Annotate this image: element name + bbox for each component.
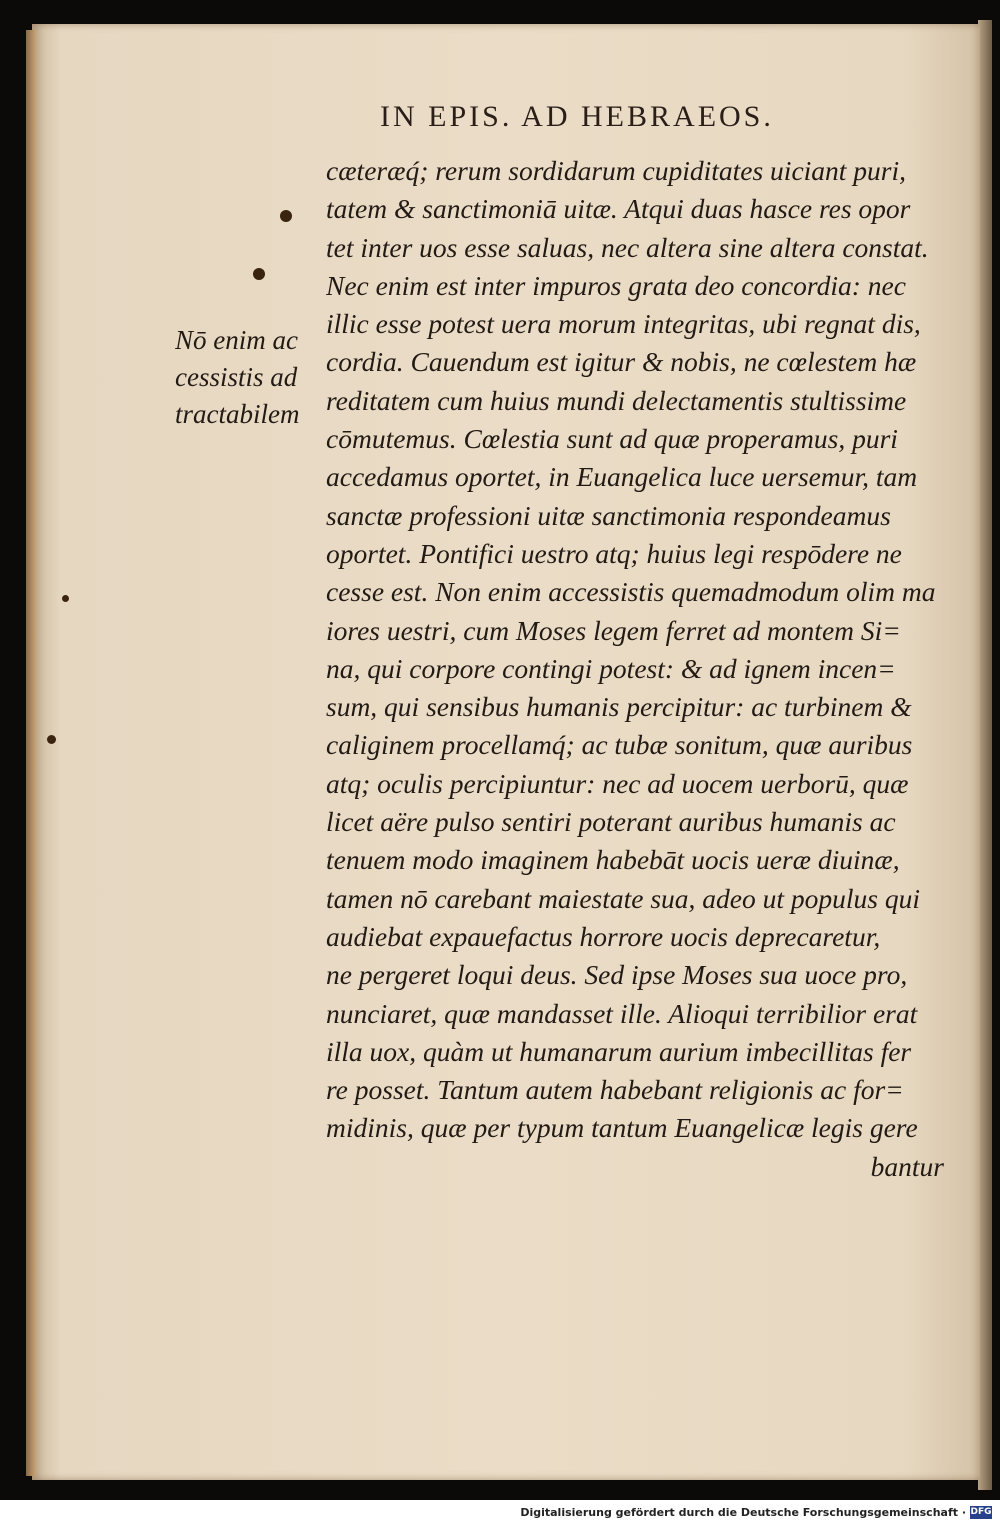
text-line: caliginem procellamq́; ac tubæ sonitum, quæ auribus xyxy=(326,729,913,761)
marginal-note-line: tractabilem xyxy=(175,399,300,429)
text-line: nunciaret, quæ mandasset ille. Alioqui terribilior erat xyxy=(326,997,918,1029)
ink-spot xyxy=(47,735,56,744)
text-line: cōmutemus. Cœlestia sunt ad quæ properamus, puri xyxy=(326,423,898,455)
text-line: audiebat expauefactus horrore uocis deprecaretur, xyxy=(326,920,881,952)
text-line: midinis, quæ per typum tantum Euangelicæ legis gere xyxy=(326,1112,918,1144)
digitization-footer xyxy=(520,1506,992,1519)
text-line: illic esse potest uera morum integritas, ubi regnat dis, xyxy=(326,308,921,340)
text-line: tatem & sanctimoniā uitæ. Atqui duas hasce res opor xyxy=(326,193,911,225)
marginal-note-line: cessistis ad xyxy=(175,362,298,392)
footer-text: Digitalisierung gefördert durch die Deutsche Forschungsgemeinschaft · xyxy=(520,1506,966,1519)
dfg-logo-icon: DFG xyxy=(970,1507,992,1517)
ink-spot xyxy=(62,595,69,602)
ink-spot xyxy=(280,210,292,222)
text-line: atq; oculis percipiuntur: nec ad uocem uerborū, quæ xyxy=(326,767,909,799)
text-line: iores uestri, cum Moses legem ferret ad montem Si= xyxy=(326,614,901,646)
right-page-edge xyxy=(978,20,992,1490)
text-line: sum, qui sensibus humanis percipitur: ac turbinem & xyxy=(326,691,912,723)
running-header: IN EPIS. AD HEBRAEOS. xyxy=(380,100,774,133)
ink-spot xyxy=(253,268,265,280)
text-line: tamen nō carebant maiestate sua, adeo ut populus qui xyxy=(326,882,920,914)
text-line: tet inter uos esse saluas, nec altera sine altera constat. xyxy=(326,231,929,263)
text-line: Nec enim est inter impuros grata deo concordia: nec xyxy=(326,269,906,301)
text-line: sanctæ professioni uitæ sanctimonia respondeamus xyxy=(326,499,891,531)
main-text-block xyxy=(326,152,944,1186)
text-line: illa uox, quàm ut humanarum aurium imbecillitas fer xyxy=(326,1035,912,1067)
text-line: ne pergeret loqui deus. Sed ipse Moses sua uoce pro, xyxy=(326,959,908,991)
text-line: licet aëre pulso sentiri poterant auribus humanis ac xyxy=(326,806,896,838)
text-line: reditatem cum huius mundi delectamentis stultissime xyxy=(326,384,907,416)
text-line: re posset. Tantum autem habebant religionis ac for= xyxy=(326,1074,904,1106)
text-line: na, qui corpore contingi potest: & ad ignem incen= xyxy=(326,652,896,684)
text-line: tenuem modo imaginem habebāt uocis ueræ diuinæ, xyxy=(326,844,900,876)
text-line: cesse est. Non enim accessistis quemadmodum olim ma xyxy=(326,576,936,608)
text-line: cæteræq́; rerum sordidarum cupiditates uiciant puri, xyxy=(326,155,907,186)
text-line: oportet. Pontifici uestro atq; huius legi respōdere ne xyxy=(326,537,902,569)
marginal-note-line: Nō enim ac xyxy=(175,325,298,355)
text-line: cordia. Cauendum est igitur & nobis, ne cœlestem hæ xyxy=(326,346,917,378)
left-page-edge xyxy=(26,30,36,1476)
catchword: bantur xyxy=(870,1150,944,1182)
text-line: accedamus oportet, in Euangelica luce uersemur, tam xyxy=(326,461,918,493)
marginal-note xyxy=(175,322,325,433)
